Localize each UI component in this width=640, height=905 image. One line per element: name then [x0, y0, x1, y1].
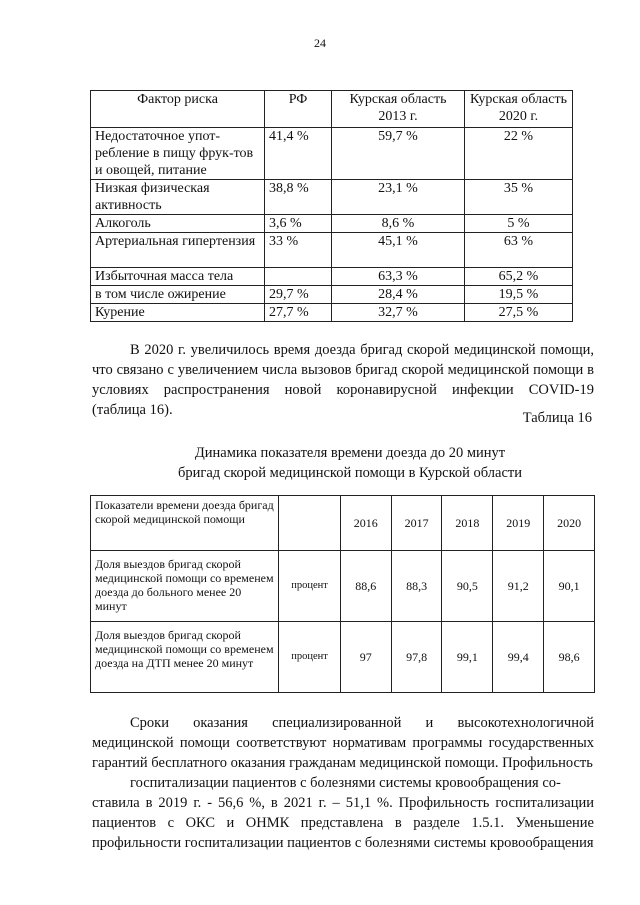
table-row [91, 215, 573, 233]
kursk-2013-value-cell: 8,6 % [332, 215, 465, 233]
year-header-cell: 2016 [340, 496, 391, 551]
kursk-2013-value-cell: 23,1 % [332, 180, 465, 215]
year-header-cell: 2017 [391, 496, 442, 551]
table-row [91, 304, 573, 322]
table-row [91, 551, 595, 622]
risk-factor-cell: Недостаточное упот-ребление в пищу фрук-тов и овощей, питание [91, 128, 265, 180]
rf-value-cell: 27,7 % [265, 304, 332, 322]
value-cell: 88,3 [391, 551, 442, 622]
risk-factor-cell: в том числе ожирение [91, 286, 265, 304]
year-header-cell: 2019 [493, 496, 544, 551]
paragraph-hospitalization-rest: ставила в 2019 г. - 56,6 %, в 2021 г. – 51,1 %. Профильность госпитализации пациентов с ОКС и ОНМК представлена в разделе 1.5.1. Уменьшение профильности госпитализации пациентов с болезнями системы кровообращения [92, 795, 594, 851]
risk-factor-cell: Курение [91, 304, 265, 322]
ambulance-time-table [90, 495, 595, 693]
kursk-2020-value-cell: 27,5 % [465, 304, 573, 322]
paragraph-hospitalization-profile [92, 773, 594, 853]
value-cell: 88,6 [340, 551, 391, 622]
table-row [91, 128, 573, 180]
page-number: 24 [314, 36, 326, 50]
table-16-title-line-2: бригад скорой медицинской помощи в Курской области [178, 465, 522, 481]
rf-value-cell: 29,7 % [265, 286, 332, 304]
risk-factor-cell: Артериальная гипертензия [91, 233, 265, 268]
risk-header-kursk-2020: Курская область 2020 г. [465, 91, 573, 128]
value-cell: 91,2 [493, 551, 544, 622]
kursk-2020-value-cell: 65,2 % [465, 268, 573, 286]
table-16-label: Таблица 16 [522, 410, 592, 426]
value-cell: 90,1 [544, 551, 595, 622]
kursk-2020-value-cell: 63 % [465, 233, 573, 268]
paragraph-specialized-care: Сроки оказания специализированной и высокотехнологичной медицинской помощи соответствуют нормативам программы государственных гарантий бесплатного оказания гражданам медицинской помощи. Профильность [92, 715, 594, 771]
table-row [91, 622, 595, 693]
paragraph-ambulance-time: В 2020 г. увеличилось время доезда бригад скорой медицинской помощи, что связано с увеличением числа вызовов бригад скорой медицинской помощи в условиях распространения новой коронавирусной инфекции COVID-19 (таблица 16). [92, 342, 594, 418]
time-table-header-row [91, 496, 595, 551]
kursk-2013-value-cell: 63,3 % [332, 268, 465, 286]
table-16-title-line-1: Динамика показателя времени доезда до 20 минут [194, 445, 506, 461]
kursk-2013-value-cell: 32,7 % [332, 304, 465, 322]
kursk-2020-value-cell: 22 % [465, 128, 573, 180]
value-cell: 90,5 [442, 551, 493, 622]
kursk-2013-value-cell: 45,1 % [332, 233, 465, 268]
risk-table-header-row [91, 91, 573, 128]
table-16-title [150, 443, 550, 483]
table-row [91, 268, 573, 286]
value-cell: 97,8 [391, 622, 442, 693]
year-header-cell: 2018 [442, 496, 493, 551]
risk-factor-cell: Избыточная масса тела [91, 268, 265, 286]
risk-header-kursk-2013: Курская область 2013 г. [332, 91, 465, 128]
kursk-2020-value-cell: 19,5 % [465, 286, 573, 304]
year-header-cell: 2020 [544, 496, 595, 551]
paragraph-hospitalization-first-line: госпитализации пациентов с болезнями системы кровообращения со- [130, 775, 561, 791]
unit-cell: процент [279, 622, 341, 693]
risk-factor-table [90, 90, 573, 322]
value-cell: 97 [340, 622, 391, 693]
indicator-cell: Доля выездов бригад скорой медицинской помощи со временем доезда до больного менее 20 минут [91, 551, 279, 622]
rf-value-cell: 38,8 % [265, 180, 332, 215]
rf-value-cell [265, 268, 332, 286]
risk-header-factor: Фактор риска [91, 91, 265, 128]
time-header-indicator: Показатели времени доезда бригад скорой медицинской помощи [91, 496, 279, 551]
rf-value-cell: 33 % [265, 233, 332, 268]
table-row [91, 286, 573, 304]
kursk-2013-value-cell: 28,4 % [332, 286, 465, 304]
kursk-2020-value-cell: 35 % [465, 180, 573, 215]
risk-factor-cell: Низкая физическая активность [91, 180, 265, 215]
time-header-unit [279, 496, 341, 551]
rf-value-cell: 41,4 % [265, 128, 332, 180]
indicator-cell: Доля выездов бригад скорой медицинской помощи со временем доезда на ДТП менее 20 минут [91, 622, 279, 693]
kursk-2020-value-cell: 5 % [465, 215, 573, 233]
risk-header-rf: РФ [265, 91, 332, 128]
value-cell: 99,4 [493, 622, 544, 693]
value-cell: 99,1 [442, 622, 493, 693]
value-cell: 98,6 [544, 622, 595, 693]
risk-factor-cell: Алкоголь [91, 215, 265, 233]
unit-cell: процент [279, 551, 341, 622]
kursk-2013-value-cell: 59,7 % [332, 128, 465, 180]
table-row [91, 180, 573, 215]
rf-value-cell: 3,6 % [265, 215, 332, 233]
table-row [91, 233, 573, 268]
